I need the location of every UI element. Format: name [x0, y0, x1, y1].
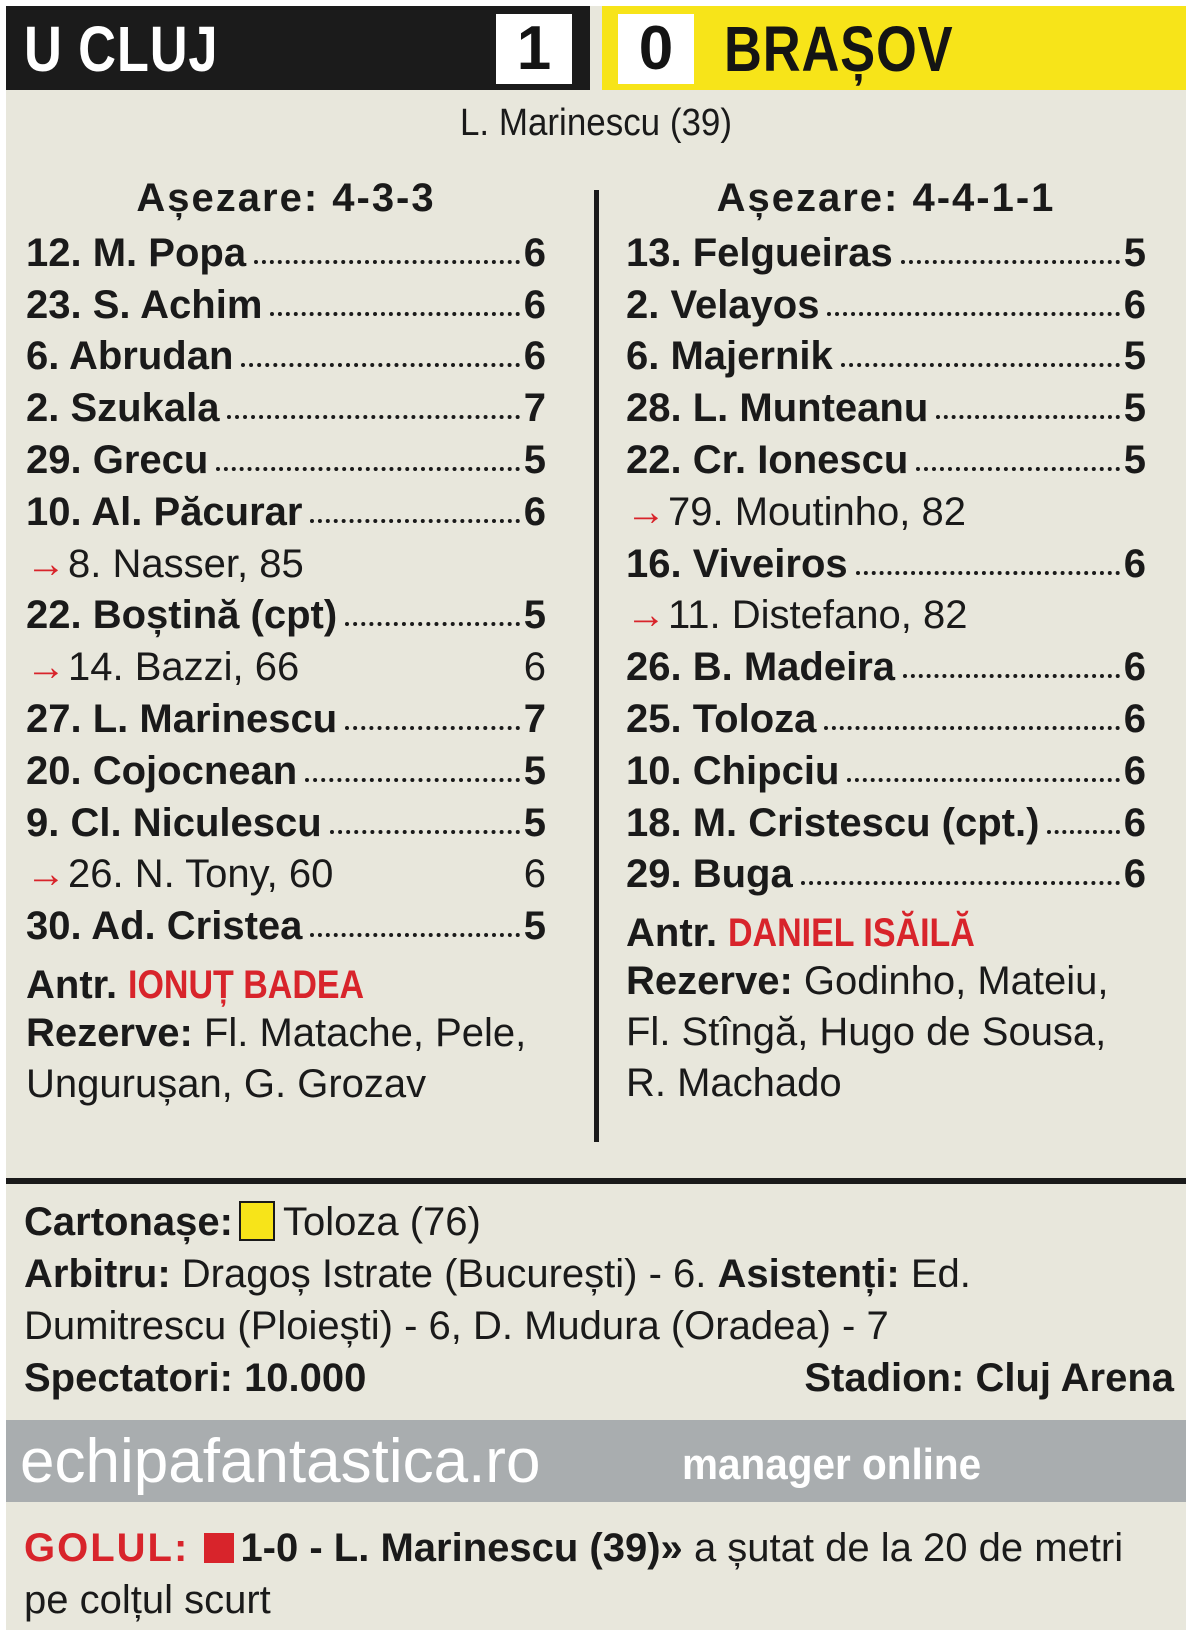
dot-leader [1047, 830, 1119, 834]
section-rule [6, 1178, 1186, 1184]
player-row [26, 379, 546, 431]
home-coach-label: Antr. [26, 963, 118, 1008]
score-bar [6, 6, 1186, 90]
cards-line [24, 1196, 1174, 1248]
player-grade: 5 [523, 748, 546, 793]
away-lineup [626, 172, 1146, 1109]
player-grade: 5 [523, 437, 546, 482]
player-name: 20. Cojocnean [26, 748, 298, 793]
player-name: 26. B. Madeira [626, 645, 896, 690]
match-info [24, 1196, 1174, 1404]
player-name: 10. Chipciu [626, 748, 840, 793]
player-name: 26. N. Tony, 60 [68, 852, 334, 897]
stadium-label: Stadion: [804, 1356, 965, 1400]
player-grade: 6 [523, 282, 546, 327]
match-report [6, 6, 1186, 1630]
home-formation: Așezare: 4-3-3 [136, 176, 436, 220]
player-name: 9. Cl. Niculescu [26, 800, 322, 845]
player-row [26, 276, 546, 328]
goal-score: 1-0 - L. Marinescu (39)» [240, 1526, 683, 1570]
player-row [626, 742, 1146, 794]
dot-leader [824, 726, 1119, 730]
sub-arrow-icon: → [626, 593, 666, 638]
goal-description: a șutat de la 20 de metri pe colțul scurt [24, 1526, 1124, 1622]
player-row [626, 794, 1146, 846]
substitute-row [26, 638, 546, 690]
home-reserves-list: Fl. Matache, Pele, Ungurușan, G. Grozav [26, 1011, 527, 1107]
dot-leader [916, 467, 1119, 471]
referee-value: Dragoș Istrate (București) - 6. [181, 1252, 707, 1296]
player-name: 2. Velayos [626, 282, 820, 327]
player-grade: 5 [1123, 334, 1146, 379]
player-row [626, 431, 1146, 483]
dot-leader [330, 830, 520, 834]
substitute-row [626, 587, 1146, 639]
dot-leader [254, 260, 520, 264]
player-row [626, 846, 1146, 898]
player-name: 6. Majernik [626, 334, 833, 379]
dot-leader [310, 933, 519, 937]
player-grade: 5 [523, 800, 546, 845]
spectators-value: 10.000 [244, 1356, 367, 1400]
player-row [26, 587, 546, 639]
player-name: 22. Cr. Ionescu [626, 437, 909, 482]
dot-leader [901, 260, 1120, 264]
away-score: 0 [618, 14, 694, 84]
player-name: 16. Viveiros [626, 541, 848, 586]
dot-leader [345, 622, 520, 626]
away-reserves-list: Godinho, Mateiu, Fl. Stîngă, Hugo de Sousa, R. Machado [626, 959, 1109, 1106]
player-row [626, 224, 1146, 276]
home-coach-line [26, 963, 546, 1008]
player-row [26, 690, 546, 742]
away-formation: Așezare: 4-4-1-1 [716, 176, 1056, 220]
dot-leader [856, 571, 1120, 575]
player-name: 27. L. Marinescu [26, 696, 338, 741]
player-grade: 6 [1123, 852, 1146, 897]
banner-tagline: manager online [682, 1440, 982, 1489]
away-coach-line [626, 911, 1146, 956]
dot-leader [827, 312, 1119, 316]
player-name: 2. Szukala [26, 386, 220, 431]
player-name: 14. Bazzi, 66 [68, 645, 300, 690]
player-name: 79. Moutinho, 82 [668, 489, 966, 534]
away-coach-label: Antr. [626, 911, 718, 956]
scorer-line: L. Marinescu (39) [459, 102, 733, 144]
player-grade: 6 [1123, 696, 1146, 741]
player-grade: 5 [1123, 230, 1146, 275]
home-reserves [26, 1008, 546, 1110]
cards-value: Toloza (76) [282, 1200, 481, 1244]
player-name: 23. S. Achim [26, 282, 263, 327]
assistants-value: Ed. Dumitrescu (Ploiești) - 6, D. Mudura (Oradea) - 7 [24, 1252, 971, 1348]
away-coach-name: DANIEL ISĂILĂ [728, 911, 976, 956]
player-grade: 6 [1123, 748, 1146, 793]
player-row [626, 638, 1146, 690]
player-row [626, 328, 1146, 380]
away-team-panel [602, 6, 1186, 90]
dot-leader [801, 881, 1120, 885]
player-grade: 6 [1123, 645, 1146, 690]
home-coach-name: IONUȚ BADEA [128, 963, 365, 1008]
dot-leader [936, 415, 1120, 419]
sub-arrow-icon: → [626, 489, 666, 534]
player-grade: 6 [1123, 800, 1146, 845]
player-grade: 6 [523, 230, 546, 275]
player-row [626, 690, 1146, 742]
stadium-value: Cluj Arena [975, 1356, 1174, 1400]
player-name: 29. Buga [626, 852, 793, 897]
player-row [26, 328, 546, 380]
player-name: 13. Felgueiras [626, 230, 893, 275]
substitute-row [26, 846, 546, 898]
player-grade: 6 [523, 334, 546, 379]
dot-leader [270, 312, 519, 316]
player-name: 12. M. Popa [26, 230, 247, 275]
player-grade: 7 [523, 696, 546, 741]
player-grade: 6 [523, 852, 546, 897]
away-reserves-label: Rezerve: [626, 959, 793, 1004]
dot-leader [345, 726, 520, 730]
home-reserves-label: Rezerve: [26, 1011, 193, 1056]
stadium [804, 1352, 1174, 1404]
player-grade: 7 [523, 386, 546, 431]
player-row [26, 897, 546, 949]
sub-arrow-icon: → [26, 645, 66, 690]
player-row [26, 224, 546, 276]
sub-arrow-icon: → [26, 541, 66, 586]
home-team-panel [6, 6, 590, 90]
column-divider [594, 190, 599, 1142]
substitute-row [626, 483, 1146, 535]
cards-label: Cartonașe: [24, 1200, 233, 1244]
player-grade: 6 [523, 645, 546, 690]
home-lineup [26, 172, 546, 1110]
player-name: 29. Grecu [26, 437, 209, 482]
player-name: 8. Nasser, 85 [68, 541, 304, 586]
yellow-card-icon [239, 1201, 275, 1241]
player-name: 30. Ad. Cristea [26, 904, 303, 949]
player-row [626, 535, 1146, 587]
home-player-list [26, 224, 546, 949]
dot-leader [216, 467, 519, 471]
player-grade: 5 [523, 593, 546, 638]
player-name: 22. Boștină (cpt) [26, 593, 338, 638]
player-name: 11. Distefano, 82 [668, 593, 968, 638]
goal-marker-icon [204, 1533, 234, 1563]
away-reserves [626, 956, 1146, 1109]
player-row [26, 431, 546, 483]
player-grade: 5 [523, 904, 546, 949]
player-grade: 6 [523, 489, 546, 534]
dot-leader [841, 363, 1120, 367]
player-row [26, 483, 546, 535]
promo-banner[interactable] [6, 1420, 1186, 1502]
officials [24, 1248, 1174, 1352]
sub-arrow-icon: → [26, 852, 66, 897]
home-score: 1 [496, 14, 572, 84]
player-grade: 5 [1123, 437, 1146, 482]
home-team-name: U CLUJ [24, 13, 219, 85]
player-grade: 6 [1123, 282, 1146, 327]
player-grade: 6 [1123, 541, 1146, 586]
banner-site[interactable]: echipafantastica.ro [20, 1427, 541, 1496]
player-name: 25. Toloza [626, 696, 817, 741]
referee-label: Arbitru: [24, 1252, 171, 1296]
player-row [626, 379, 1146, 431]
player-name: 18. M. Cristescu (cpt.) [626, 800, 1040, 845]
dot-leader [241, 363, 519, 367]
goal-label: GOLUL: [24, 1526, 190, 1570]
attendance-line [24, 1352, 1174, 1404]
dot-leader [305, 778, 520, 782]
player-name: 6. Abrudan [26, 334, 234, 379]
assistants-label: Asistenți: [717, 1252, 900, 1296]
player-row [626, 276, 1146, 328]
dot-leader [903, 674, 1120, 678]
away-team-name: BRAȘOV [724, 13, 954, 85]
spectators [24, 1352, 366, 1404]
dot-leader [847, 778, 1119, 782]
dot-leader [310, 519, 519, 523]
player-row [26, 794, 546, 846]
player-row [26, 742, 546, 794]
player-grade: 5 [1123, 386, 1146, 431]
player-name: 10. Al. Păcurar [26, 489, 303, 534]
substitute-row [26, 535, 546, 587]
away-player-list [626, 224, 1146, 897]
dot-leader [227, 415, 519, 419]
goal-summary [24, 1522, 1174, 1626]
spectators-label: Spectatori: [24, 1356, 233, 1400]
player-name: 28. L. Munteanu [626, 386, 929, 431]
